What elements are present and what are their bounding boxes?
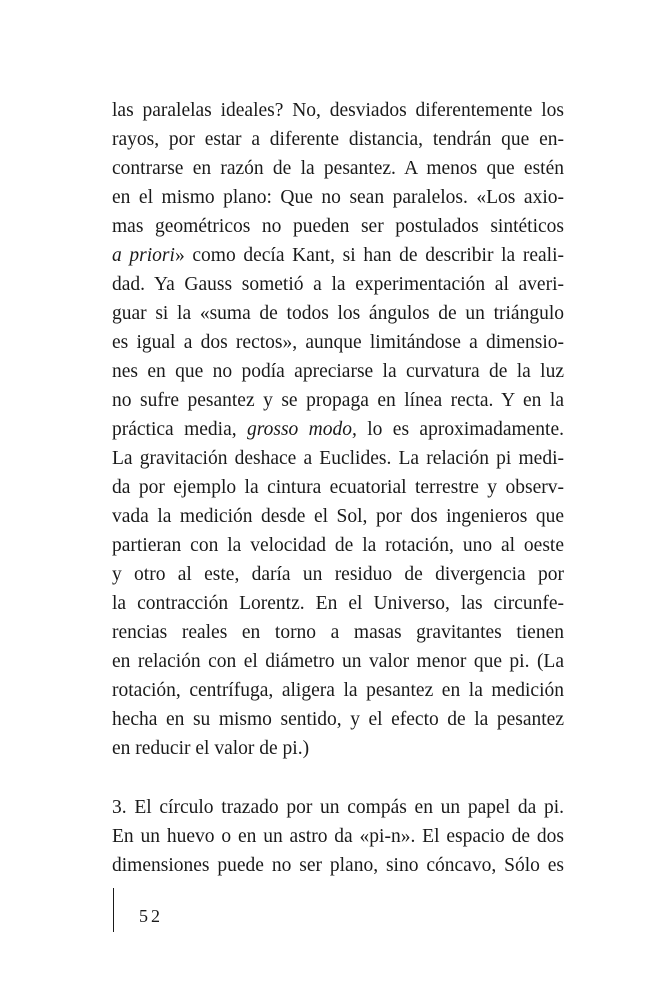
text-line: rotación, centrífuga, aligera la pesantez en la medición: [112, 680, 564, 701]
text-line: vada la medición desde el Sol, por dos ingenieros que: [112, 506, 564, 527]
text-line: práctica media, grosso modo, lo es aproximadamente.: [112, 419, 564, 440]
text-line: La gravitación deshace a Euclides. La relación pi medi-: [112, 448, 564, 469]
text-line: partieran con la velocidad de la rotación, uno al oeste: [112, 535, 564, 556]
text-line: En un huevo o en un astro da «pi-n». El espacio de dos: [112, 826, 564, 847]
text-line: guar si la «suma de todos los ángulos de un triángulo: [112, 303, 564, 324]
text-line: dad. Ya Gauss sometió a la experimentación al averi-: [112, 274, 564, 295]
text-line: la contracción Lorentz. En el Universo, las circunfe-: [112, 593, 564, 614]
text-line: no sufre pesantez y se propaga en línea recta. Y en la: [112, 390, 564, 411]
text-line: en relación con el diámetro un valor menor que pi. (La: [112, 651, 564, 672]
text-line: da por ejemplo la cintura ecuatorial terrestre y observ-: [112, 477, 564, 498]
body-paragraph-1: [112, 96, 564, 763]
text-line: contrarse en razón de la pesantez. A menos que estén: [112, 158, 564, 179]
page-number: 52: [139, 906, 163, 926]
text-line: rayos, por estar a diferente distancia, tendrán que en-: [112, 129, 564, 150]
text-line: en el mismo plano: Que no sean paralelos. «Los axio-: [112, 187, 564, 208]
text-line: y otro al este, daría un residuo de divergencia por: [112, 564, 564, 585]
text-line: a priori» como decía Kant, si han de describir la reali-: [112, 245, 565, 266]
text-line: mas geométricos no pueden ser postulados sintéticos: [112, 216, 564, 237]
text-line: nes en que no podía apreciarse la curvatura de la luz: [112, 361, 564, 382]
page-number-rule: [113, 888, 114, 932]
text-line: rencias reales en torno a masas gravitantes tienen: [112, 622, 564, 643]
text-line: hecha en su mismo sentido, y el efecto de la pesantez: [112, 709, 564, 730]
italic-phrase: grosso modo,: [246, 419, 357, 440]
text-line: en reducir el valor de pi.): [112, 738, 310, 759]
text-line: 3. El círculo trazado por un compás en un papel da pi.: [112, 797, 564, 818]
body-paragraph-2: [112, 793, 564, 880]
text-line: dimensiones puede no ser plano, sino cóncavo, Sólo es: [112, 855, 564, 876]
italic-phrase: a priori: [112, 245, 175, 266]
text-line: es igual a dos rectos», aunque limitándose a dimensio-: [112, 332, 564, 353]
text-line: las paralelas ideales? No, desviados diferentemente los: [112, 100, 564, 121]
